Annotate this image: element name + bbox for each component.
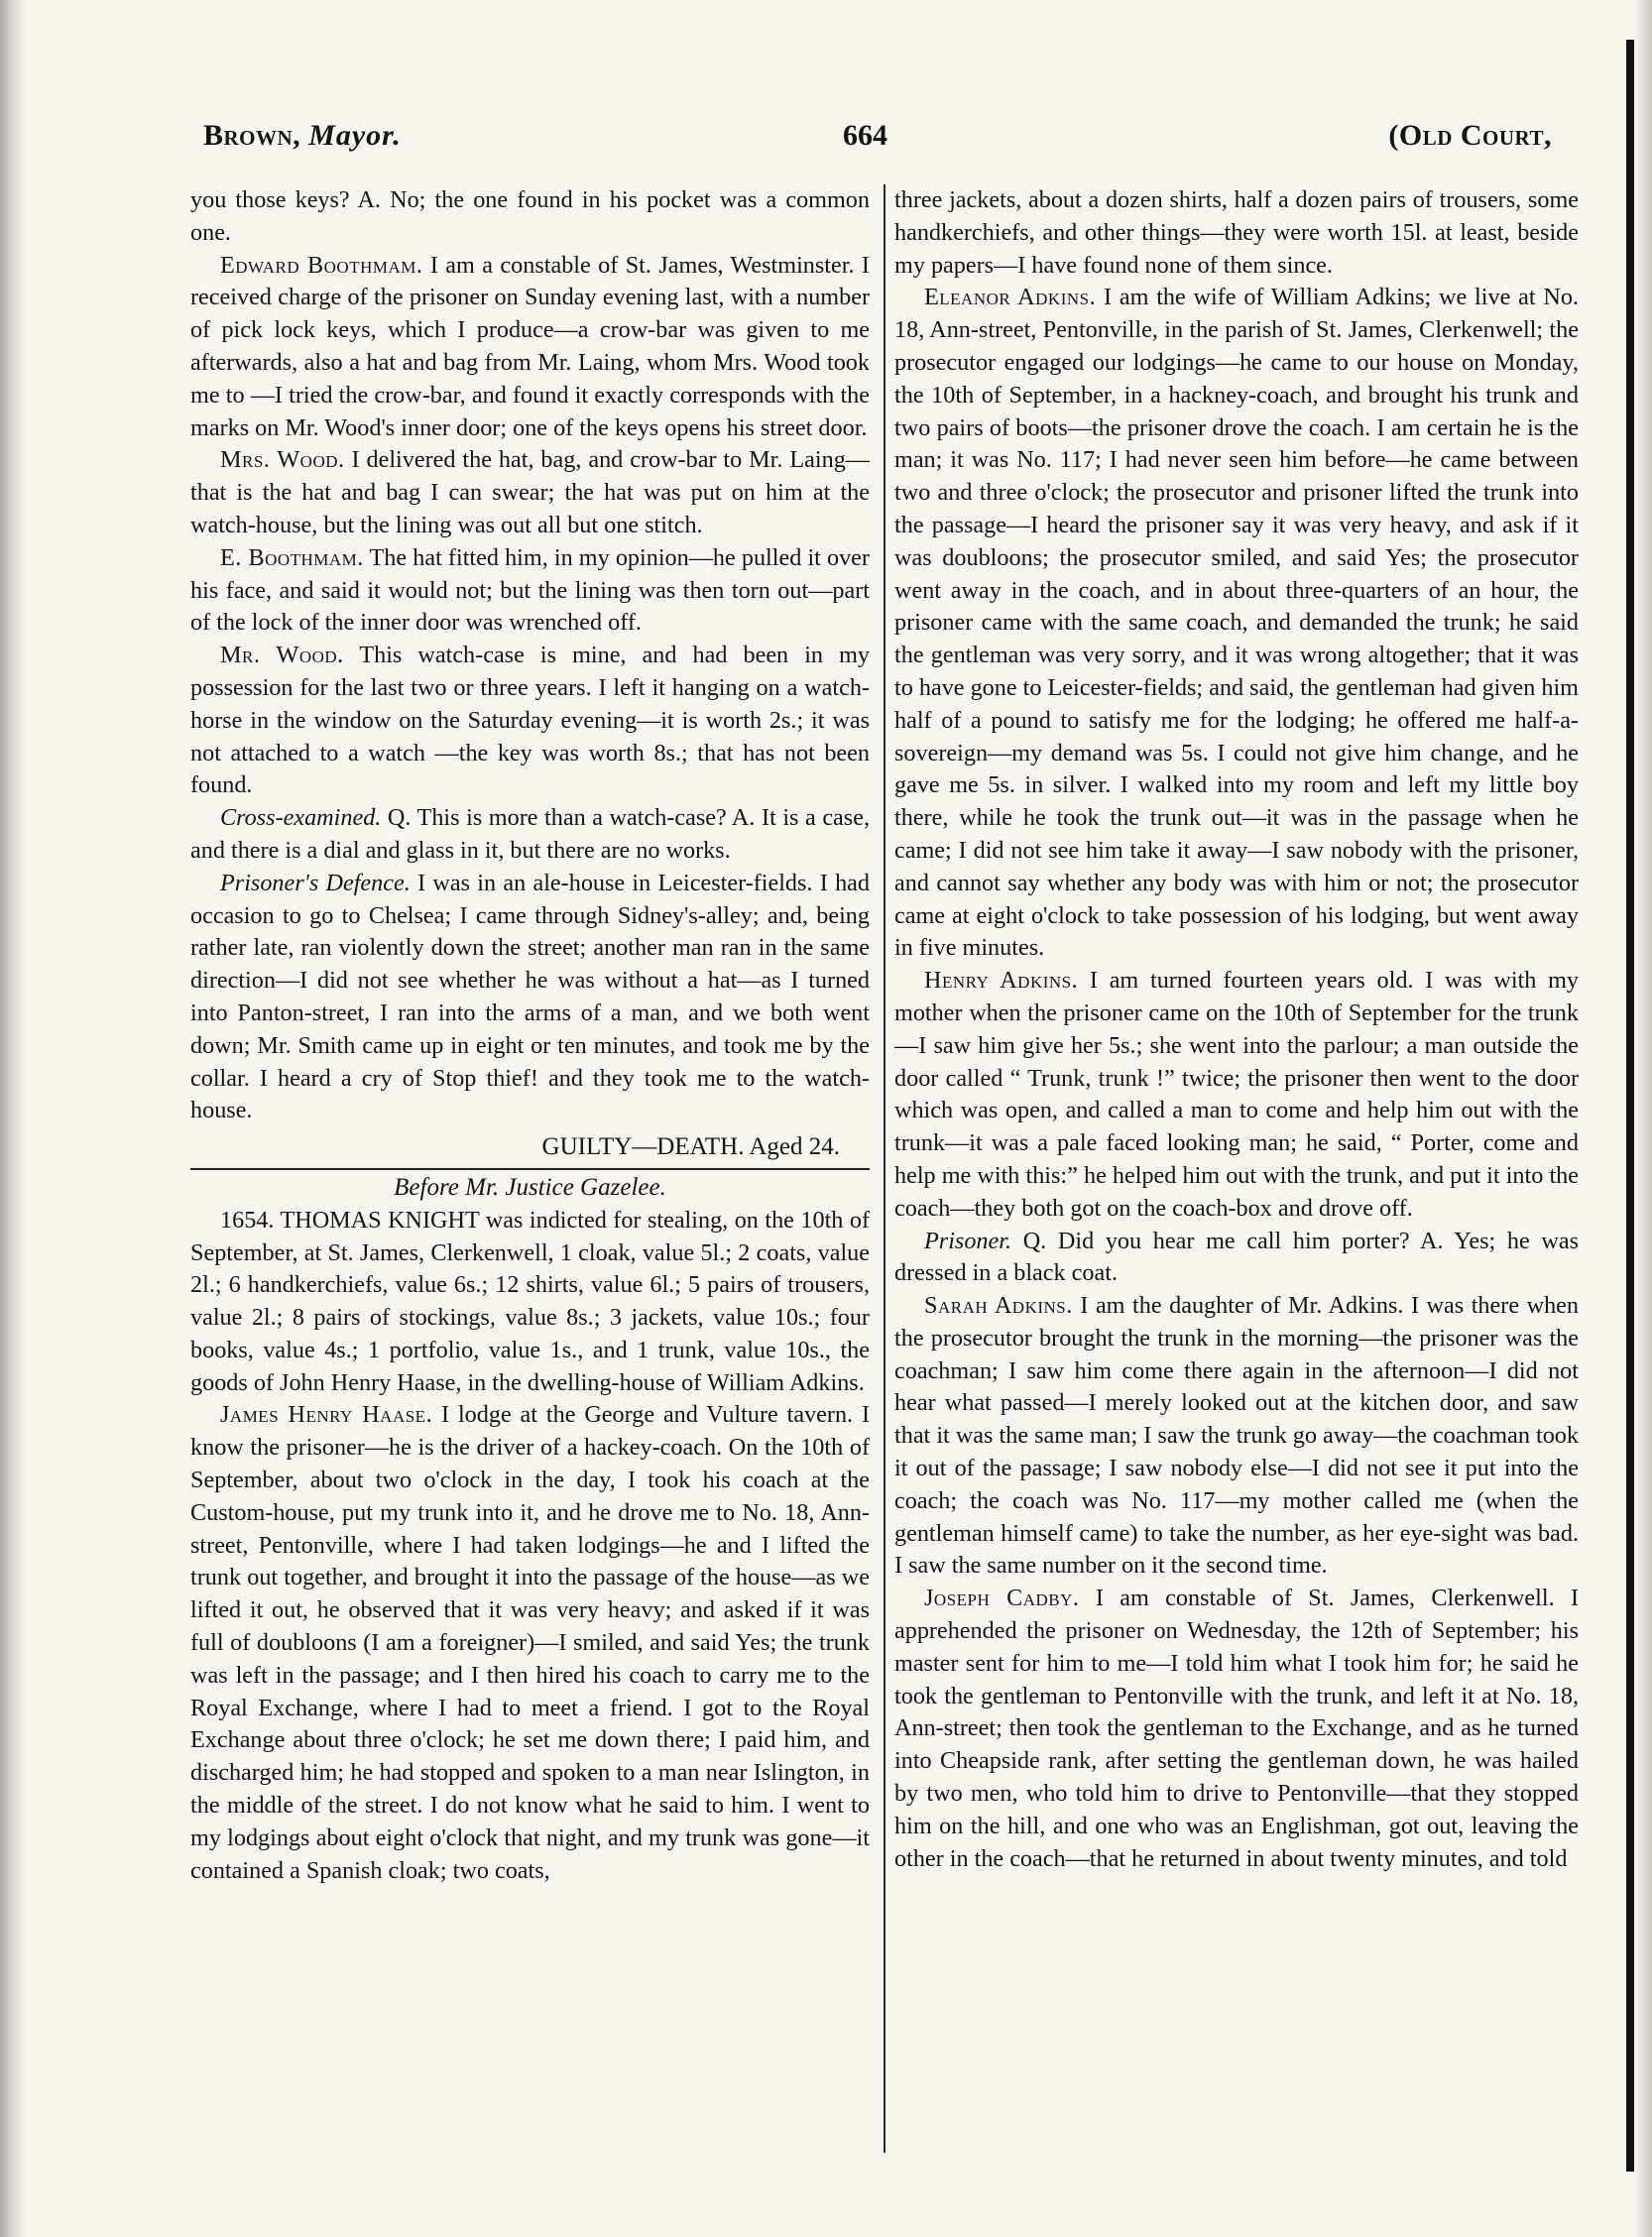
paragraph: 1654. THOMAS KNIGHT was indicted for stealing, on the 10th of September, at St. James, Clerkenwell, 1 cloak, value 5l.; 2 coats, value 2l.; 6 handkerchiefs, value 6s.; 12 shirts, value 6l.; 5 pairs of trousers, value 2l.; 8 pairs of stockings, value 8s.; 3 jackets, value 10s.; four books, value 4s.; 1 portfolio, value 1s., and 1 trunk, value 10s., the goods of John Henry Haase, in the dwelling-house of William Adkins. <box>190 1206 870 1396</box>
speaker-name: Sarah Adkins. <box>924 1292 1073 1320</box>
court-heading: Before Mr. Justice Gazelee. <box>394 1173 666 1201</box>
right-column <box>894 184 1579 2158</box>
speaker-name: James Henry Haase. <box>220 1401 433 1429</box>
paragraph: James Henry Haase. I lodge at the George and Vulture tavern. I know the prisoner—he is the driver of a hackey-coach. On the 10th of September, about two o'clock in the day, I took his coach at the Custom-house, put my trunk into it, and he drove me to No. 18, Ann-street, Pentonville, where I had taken lodgings—he and I lifted the trunk out together, and brought it into the passage of the house—as we lifted it out, he observed that it was very heavy; and asked if it was full of doubloons (I am a foreigner)—I smiled, and said Yes; the trunk was left in the passage; and I then hired his coach to carry me to the Royal Exchange, where I had to meet a friend. I got to the Royal Exchange about three o'clock; he set me down there; I paid him, and discharged him; he had stopped and spoken to a man near Islington, in the middle of the street. I do not know what he said to him. I went to my lodgings about eight o'clock that night, and my trunk was gone—it contained a Spanish cloak; two coats, <box>190 1401 870 1884</box>
page-number: 664 <box>843 119 887 152</box>
paragraph: you those keys? A. No; the one found in his pocket was a common one. <box>190 186 870 246</box>
paragraph: Edward Boothmam. I am a constable of St. James, Westminster. I received charge of the prisoner on Sunday evening last, with a number of pick lock keys, which I produce—a crow-bar was given to me afterwards, also a hat and bag from Mr. Laing, whom Mrs. Wood took me to —I tried the crow-bar, and found it exactly corresponds with the marks on Mr. Wood's inner door; one of the keys opens his street door. <box>190 251 870 441</box>
section-label: Prisoner. <box>924 1227 1012 1254</box>
left-column <box>190 184 870 2158</box>
paragraph: Mrs. Wood. I delivered the hat, bag, and crow-bar to Mr. Laing—that is the hat and bag I can swear; the hat was put on him at the watch-house, but the lining was out all but one stitch. <box>190 446 870 538</box>
paragraph: Joseph Cadby. I am constable of St. James, Clerkenwell. I apprehended the prisoner on Wednesday, the 12th of September; his master sent for him to me—I told him what I took him for; he said he took the gentleman to Pentonville with the trunk, and left it at No. 18, Ann-street; then took the gentleman to the Exchange, and as he turned into Cheapside rank, after setting the gentleman down, he was hailed by two men, who told him to drive to Pentonville—that they stopped him on the hill, and one who was an Englishman, got out, leaving the other in the coach—that he returned in about twenty minutes, and told <box>894 1585 1579 1872</box>
paragraph: Eleanor Adkins. I am the wife of William Adkins; we live at No. 18, Ann-street, Pentonville, in the parish of St. James, Clerkenwell; the prosecutor engaged our lodgings—he came to our house on Monday, the 10th of September, in a hackney-coach, and brought his trunk and two pairs of boots—the prisoner drove the coach. I am certain he is the man; it was No. 117; I had never seen him before—he came between two and three o'clock; the prosecutor and prisoner lifted the trunk into the passage—I heard the prisoner say it was very heavy, and ask if it was doubloons; the prosecutor smiled, and said Yes; the prosecutor went away in the coach, and in about three-quarters of an hour, the prisoner came with the same coach, and demanded the trunk; he said the gentleman was very sorry, and it was wrong altogether; that it was to have gone to Leicester-fields; and said, the gentleman had given him half of a pound to satisfy me for the lodging; he offered me half-a-sovereign—my demand was 5s. I could not give him change, and he gave me 5s. in silver. I walked into my room and left my little boy there, while he took the trunk out—it was in the passage when he came; I did not see him take it away—I saw nobody with the prisoner, and cannot say whether any body was with him or not; the prosecutor came at eight o'clock to take possession of his lodging, but went away in five minutes. <box>894 284 1579 962</box>
paragraph: three jackets, about a dozen shirts, half a dozen pairs of trousers, some handkerchiefs, and other things—they were worth 15l. at least, beside my papers—I have found none of them since. <box>894 186 1579 279</box>
divider <box>190 1168 870 1170</box>
speaker-name: Joseph Cadby. <box>924 1585 1080 1612</box>
section-label: Prisoner's Defence. <box>220 869 411 896</box>
speaker-name: Mr. Wood. <box>220 642 344 669</box>
paragraph: Prisoner's Defence. I was in an ale-house in Leicester-fields. I had occasion to go to Chelsea; I came through Sidney's-alley; and, being rather late, ran violently down the street; another man ran in the same direction—I did not see whether he was without a hat—as I turned into Panton-street, I ran into the arms of a man, and we both went down; Mr. Smith came up in eight or ten minutes, and took me by the collar. I heard a cry of Stop thief! and they took me to the watch-house. <box>190 869 870 1124</box>
running-head-left: Brown, Mayor. <box>203 119 402 152</box>
section-label: Cross-examined. <box>220 804 382 832</box>
scan-edge-shadow <box>0 0 26 2237</box>
paragraph: Prisoner. Q. Did you hear me call him porter? A. Yes; he was dressed in a black coat. <box>894 1227 1579 1287</box>
verdict: GUILTY—DEATH. Aged 24. <box>541 1133 840 1161</box>
page-header <box>203 119 1552 169</box>
running-head-right: (Old Court, <box>1388 119 1552 152</box>
page-right-rule <box>1626 40 1634 2172</box>
speaker-name: Edward Boothmam. <box>220 251 423 279</box>
speaker-name: Eleanor Adkins. <box>924 284 1097 311</box>
paragraph: Mr. Wood. This watch-case is mine, and had been in my possession for the last two or three years. I left it hanging on a watch-horse in the window on the Saturday evening—it is worth 2s.; it was not attached to a watch —the key was worth 8s.; that has not been found. <box>190 642 870 799</box>
paragraph: Henry Adkins. I am turned fourteen years old. I was with my mother when the prisoner came on the 10th of September for the trunk—I saw him give her 5s.; she went into the parlour; a man outside the door called “ Trunk, trunk !” twice; the prisoner then went to the door which was open, and called a man to come and help him out with the trunk—it was a pale faced looking man; he said, “ Porter, come and help me with this:” he helped him out with the trunk, and put it into the coach—they both got on the coach-box and drove off. <box>894 967 1579 1222</box>
speaker-name: Henry Adkins. <box>924 967 1079 995</box>
scan-right-shadow <box>1634 0 1652 2237</box>
paragraph: E. Boothmam. The hat fitted him, in my opinion—he pulled it over his face, and said it would not; but the lining was then torn out—part of the lock of the inner door was wrenched off. <box>190 543 870 637</box>
paragraph: Sarah Adkins. I am the daughter of Mr. Adkins. I was there when the prosecutor brought the trunk in the morning—the prisoner was the coachman; I saw him come there again in the afternoon—I did not hear what passed—I merely looked out at the kitchen door, and saw that it was the same man; I saw the trunk go away—the coachman took it out of the passage; I saw nobody else—I did not see it put into the coach; the coach was No. 117—my mother called me (when the gentleman himself came) to take the number, as her eye-sight was bad. I saw the same number on it the second time. <box>894 1292 1579 1580</box>
column-divider <box>884 184 885 2153</box>
paragraph: Cross-examined. Q. This is more than a watch-case? A. It is a case, and there is a dial and glass in it, but there are no works. <box>190 804 870 864</box>
speaker-name: Mrs. Wood. <box>220 446 345 474</box>
speaker-name: E. Boothmam. <box>220 543 364 571</box>
